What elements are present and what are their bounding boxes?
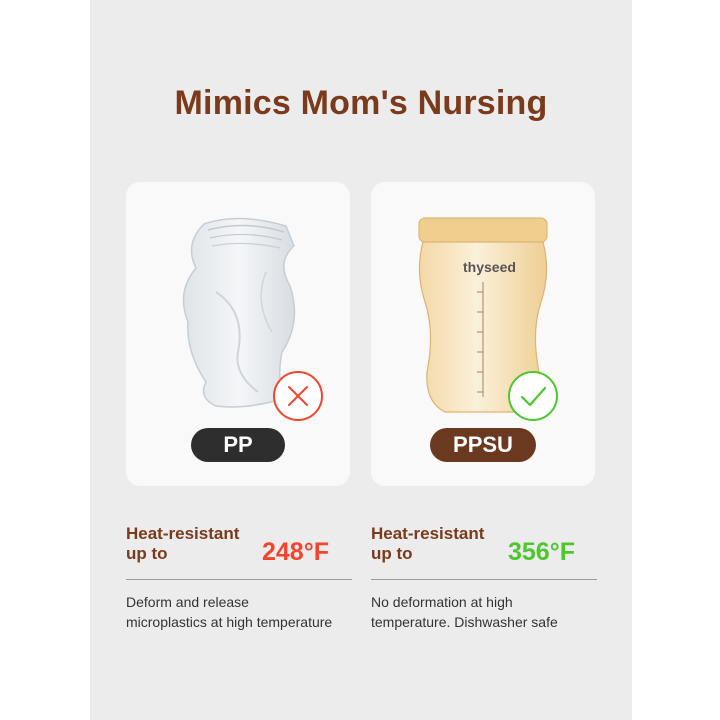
pp-description (126, 592, 332, 632)
page-title: Mimics Mom's Nursing (174, 84, 548, 122)
ppsu-bottle-image (371, 202, 595, 442)
pp-temperature: 248°F (262, 538, 329, 566)
bottle-brand-logo: thyseed (463, 259, 516, 275)
ppsu-desc-line2: temperature. Dishwasher safe (371, 614, 558, 630)
ppsu-desc-line1: No deformation at high (371, 594, 513, 610)
pp-divider (126, 579, 352, 580)
pp-card (126, 182, 350, 486)
pp-desc-line1: Deform and release (126, 594, 249, 610)
pp-heat-line1: Heat-resistant (126, 524, 240, 543)
pp-material-label: PP (191, 428, 285, 462)
check-icon (507, 370, 559, 422)
ppsu-heat-label (371, 524, 484, 564)
ppsu-card (371, 182, 595, 486)
ppsu-divider (371, 579, 597, 580)
ppsu-temperature: 356°F (508, 538, 575, 566)
cross-icon (272, 370, 324, 422)
pp-desc-line2: microplastics at high temperature (126, 614, 333, 630)
pp-heat-label (126, 524, 239, 564)
ppsu-heat-line2: up to (371, 544, 413, 563)
comparison-panel (90, 0, 632, 720)
ppsu-heat-line1: Heat-resistant (371, 524, 485, 543)
ppsu-material-label: PPSU (430, 428, 536, 462)
pp-heat-line2: up to (126, 544, 168, 563)
ppsu-description (371, 592, 558, 632)
